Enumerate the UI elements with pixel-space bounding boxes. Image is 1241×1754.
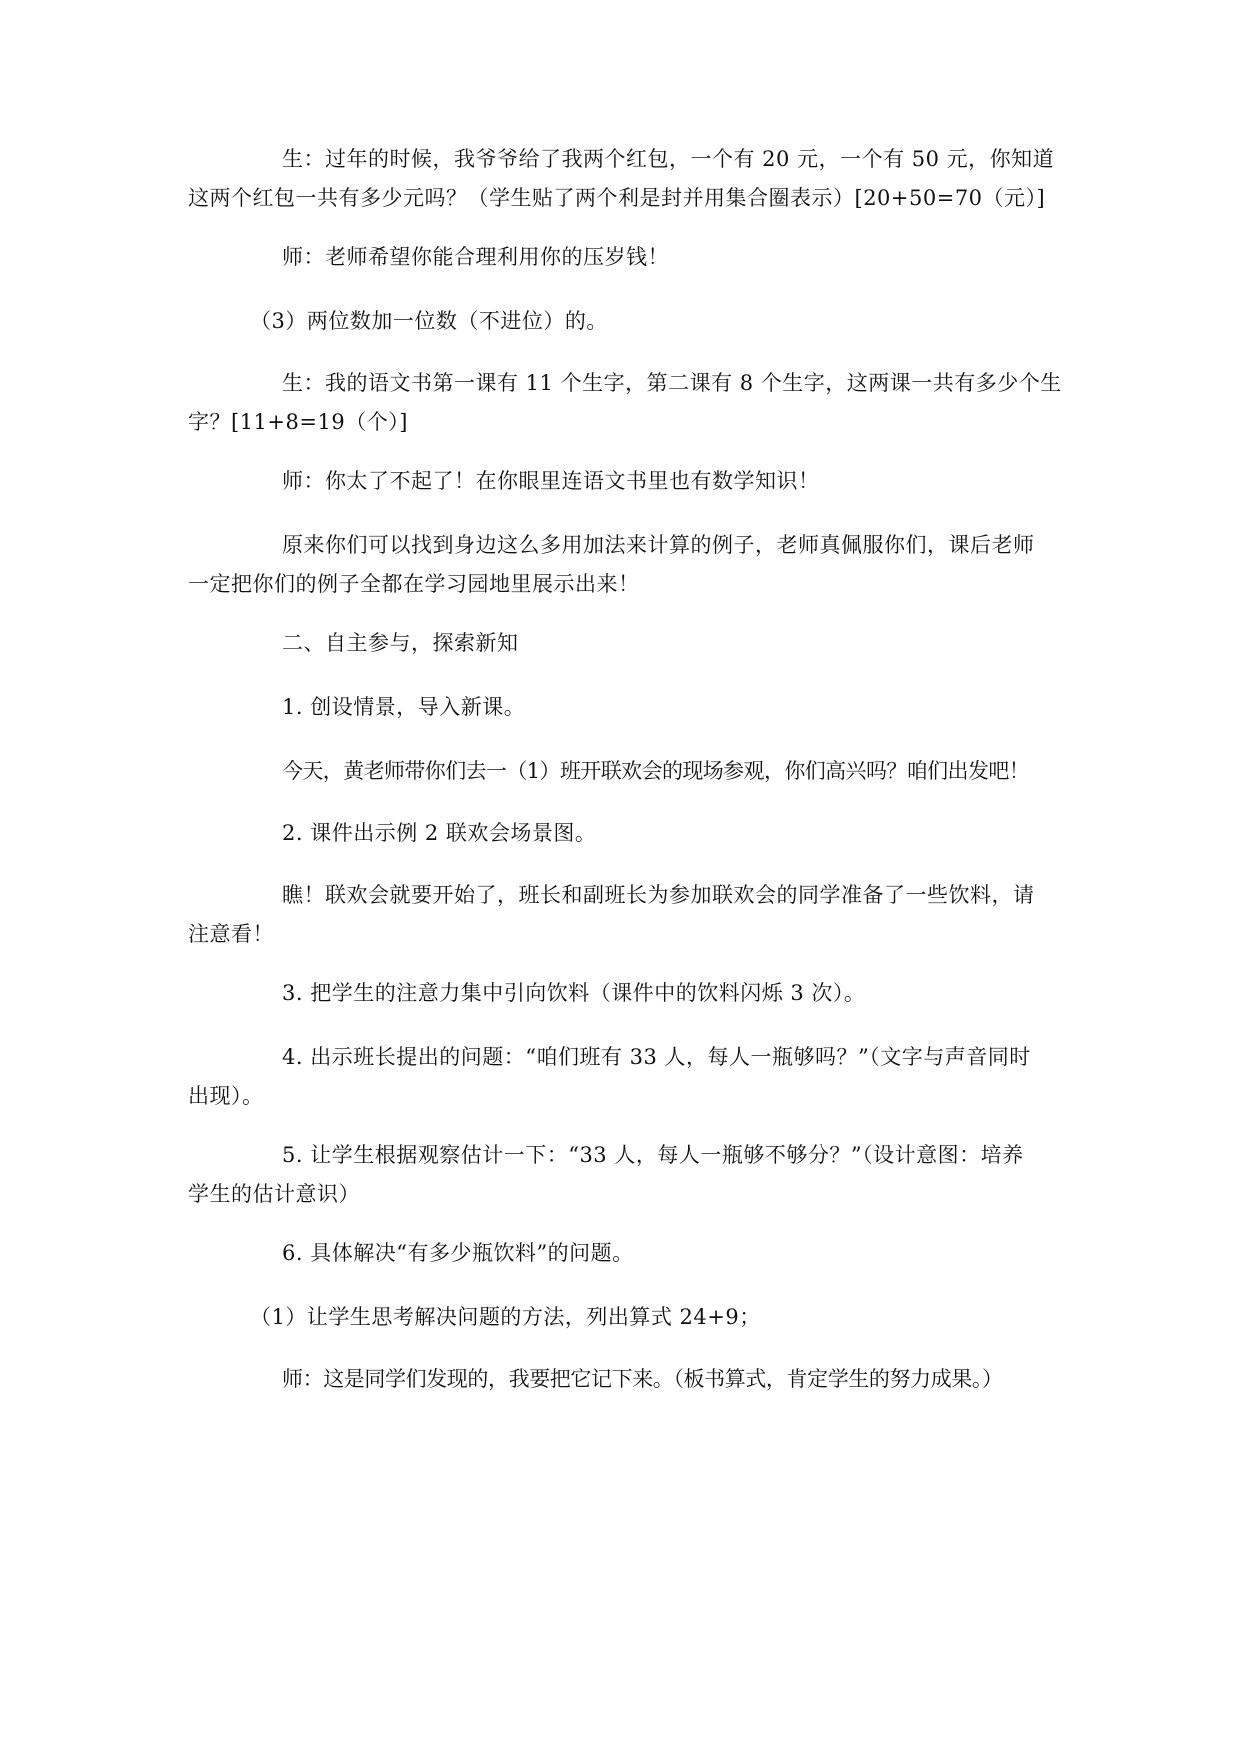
paragraph-teacher-record (188, 1360, 1056, 1399)
text-line: 2. 课件出示例 2 联欢会场景图。 (282, 821, 597, 845)
text-line: 5. 让学生根据观察估计一下：“33 人，每人一瓶够不够分？”（设计意图：培养 (282, 1143, 1024, 1167)
text-line: 1. 创设情景，导入新课。 (282, 695, 526, 719)
text-line: 出现）。 (188, 1084, 264, 1108)
paragraph-step-6 (188, 1234, 1056, 1273)
paragraph-student-chinese-book (188, 364, 1062, 442)
text-line: 师：你太了不起了！在你眼里连语文书里也有数学知识！ (282, 469, 820, 493)
text-line: 瞧！联欢会就要开始了，班长和副班长为参加联欢会的同学准备了一些饮料，请 (282, 883, 1035, 907)
paragraph-party-starting (188, 876, 1056, 954)
section-heading-2 (188, 624, 1056, 663)
text-line: 二、自主参与，探索新知 (282, 631, 519, 655)
paragraph-teacher-praise (188, 462, 1056, 501)
paragraph-teacher-summary (188, 526, 1056, 604)
text-line: 6. 具体解决“有多少瓶饮料”的问题。 (282, 1241, 634, 1265)
paragraph-step-1 (188, 688, 1056, 727)
paragraph-teacher-lucky-money (188, 238, 1056, 277)
paragraph-today-visit (188, 752, 1056, 791)
text-line: 3. 把学生的注意力集中引向饮料（课件中的饮料闪烁 3 次）。 (282, 981, 866, 1005)
paragraph-step-3 (188, 974, 1056, 1013)
paragraph-step-4 (188, 1038, 1056, 1116)
text-line: （1）让学生思考解决问题的方法，列出算式 24+9； (250, 1305, 761, 1329)
paragraph-step-2 (188, 814, 1056, 853)
text-line: 注意看！ (188, 922, 274, 946)
text-line: 学生的估计意识） (188, 1182, 360, 1206)
paragraph-section-3 (188, 302, 1056, 341)
text-line: 字？[11+8=19（个）] (188, 410, 408, 434)
paragraph-student-red-envelopes (188, 140, 1056, 218)
text-line: 4. 出示班长提出的问题：“咱们班有 33 人，每人一瓶够吗？”（文字与声音同时 (282, 1045, 1031, 1069)
text-line: 今天，黄老师带你们去一（1）班开联欢会的现场参观，你们高兴吗？咱们出发吧！ (282, 759, 1030, 783)
text-line: 师：老师希望你能合理利用你的压岁钱！ (282, 245, 669, 269)
paragraph-substep-1 (188, 1298, 1056, 1337)
text-line: 生：过年的时候，我爷爷给了我两个红包，一个有 20 元，一个有 50 元，你知道 (282, 147, 1055, 171)
text-line: 原来你们可以找到身边这么多用加法来计算的例子，老师真佩服你们，课后老师 (282, 533, 1035, 557)
text-line: 生：我的语文书第一课有 11 个生字，第二课有 8 个生字，这两课一共有多少个生 (282, 371, 1062, 395)
text-line: 一定把你们的例子全都在学习园地里展示出来！ (188, 572, 640, 596)
text-line: 师：这是同学们发现的，我要把它记下来。（板书算式，肯定学生的努力成果。） (282, 1367, 1003, 1391)
text-line: （3）两位数加一位数（不进位）的。 (250, 309, 608, 333)
text-line: 这两个红包一共有多少元吗？（学生贴了两个利是封并用集合圈表示）[20+50=70（元）] (188, 186, 1046, 210)
paragraph-step-5 (188, 1136, 1056, 1214)
